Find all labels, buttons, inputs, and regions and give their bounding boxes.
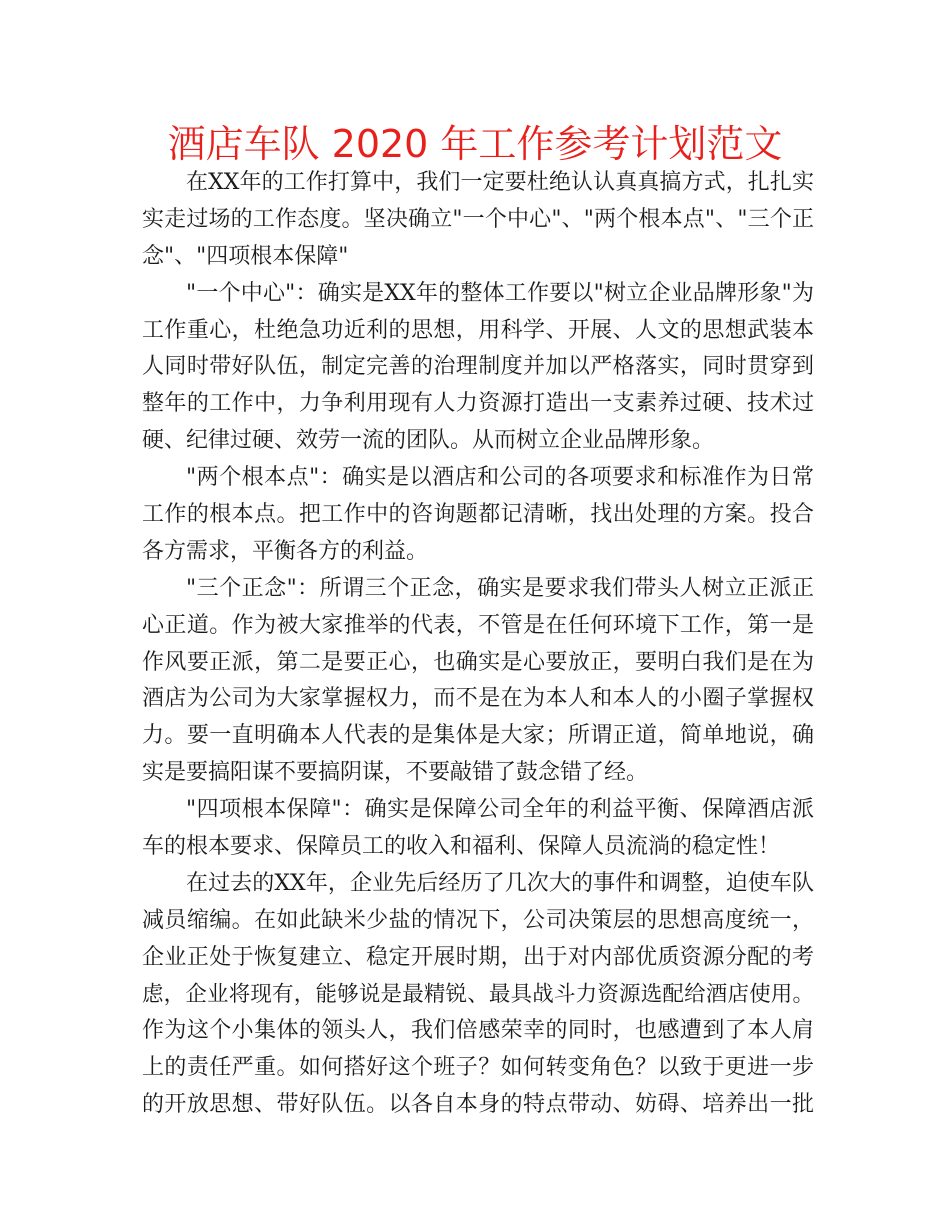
text-line: 作为这个小集体的领头人，我们倍感荣幸的同时，也感遭到了本人肩 [142,1018,814,1044]
text-line: 心正道。作为被大家推举的代表，不管是在任何环境下工作，第一是 [142,612,814,638]
text-line: "四项根本保障"：确实是保障公司全年的利益平衡、保障酒店派 [186,797,814,823]
text-line: 在过去的XX年，企业先后经历了几次大的事件和调整，迫使车队 [186,870,814,896]
text-line: 车的根本要求、保障员工的收入和福利、保障人员流淌的稳定性！ [142,834,781,860]
document-title: 酒店车队 2020 年工作参考计划范文 [167,122,783,166]
text-line: 企业正处于恢复建立、稳定开展时期，出于对内部优质资源分配的考 [142,944,814,970]
text-line: 各方需求，平衡各方的利益。 [142,538,429,564]
text-line: 力。要一直明确本人代表的是集体是大家；所谓正道，简单地说，确 [142,723,814,749]
text-line: 虑，企业将现有，能够说是最精锐、最具战斗力资源选配给酒店使用。 [142,981,814,1007]
text-line: "三个正念"：所谓三个正念，确实是要求我们带头人树立正派正 [186,575,814,601]
text-line: "两个根本点"：确实是以酒店和公司的各项要求和标准作为日常 [186,465,814,491]
text-line: 上的责任严重。如何搭好这个班子？如何转变角色？以致于更进一步 [142,1055,814,1081]
text-line: 整年的工作中，力争利用现有人力资源打造出一支素养过硬、技术过 [142,391,814,417]
text-line: 硬、纪律过硬、效劳一流的团队。从而树立企业品牌形象。 [142,428,715,454]
text-line: 工作的根本点。把工作中的咨询题都记清晰，找出处理的方案。投合 [142,502,814,528]
text-line: 作风要正派，第二是要正心，也确实是心要放正，要明白我们是在为 [142,649,814,675]
text-line: 实走过场的工作态度。坚决确立"一个中心"、"两个根本点"、"三个正 [142,206,814,232]
text-line: 实是要搞阳谋不要搞阴谋，不要敲错了鼓念错了经。 [142,760,649,786]
text-line: 工作重心，杜绝急功近利的思想，用科学、开展、人文的思想武装本 [142,317,814,343]
text-line: 减员缩编。在如此缺米少盐的情况下，公司决策层的思想高度统一， [142,907,814,933]
text-line: 酒店为公司为大家掌握权力，而不是在为本人和本人的小圈子掌握权 [142,686,814,712]
text-line: 的开放思想、带好队伍。以各自本身的特点带动、妨碍、培养出一批 [142,1092,814,1118]
text-line: 念"、"四项根本保障" [142,243,349,269]
document-body [142,165,814,1124]
text-line: 在XX年的工作打算中，我们一定要杜绝认认真真搞方式，扎扎实 [186,170,814,195]
text-line: 人同时带好队伍，制定完善的治理制度并加以严格落实，同时贯穿到 [142,354,814,380]
text-line: "一个中心"：确实是XX年的整体工作要以"树立企业品牌形象"为 [186,280,814,306]
